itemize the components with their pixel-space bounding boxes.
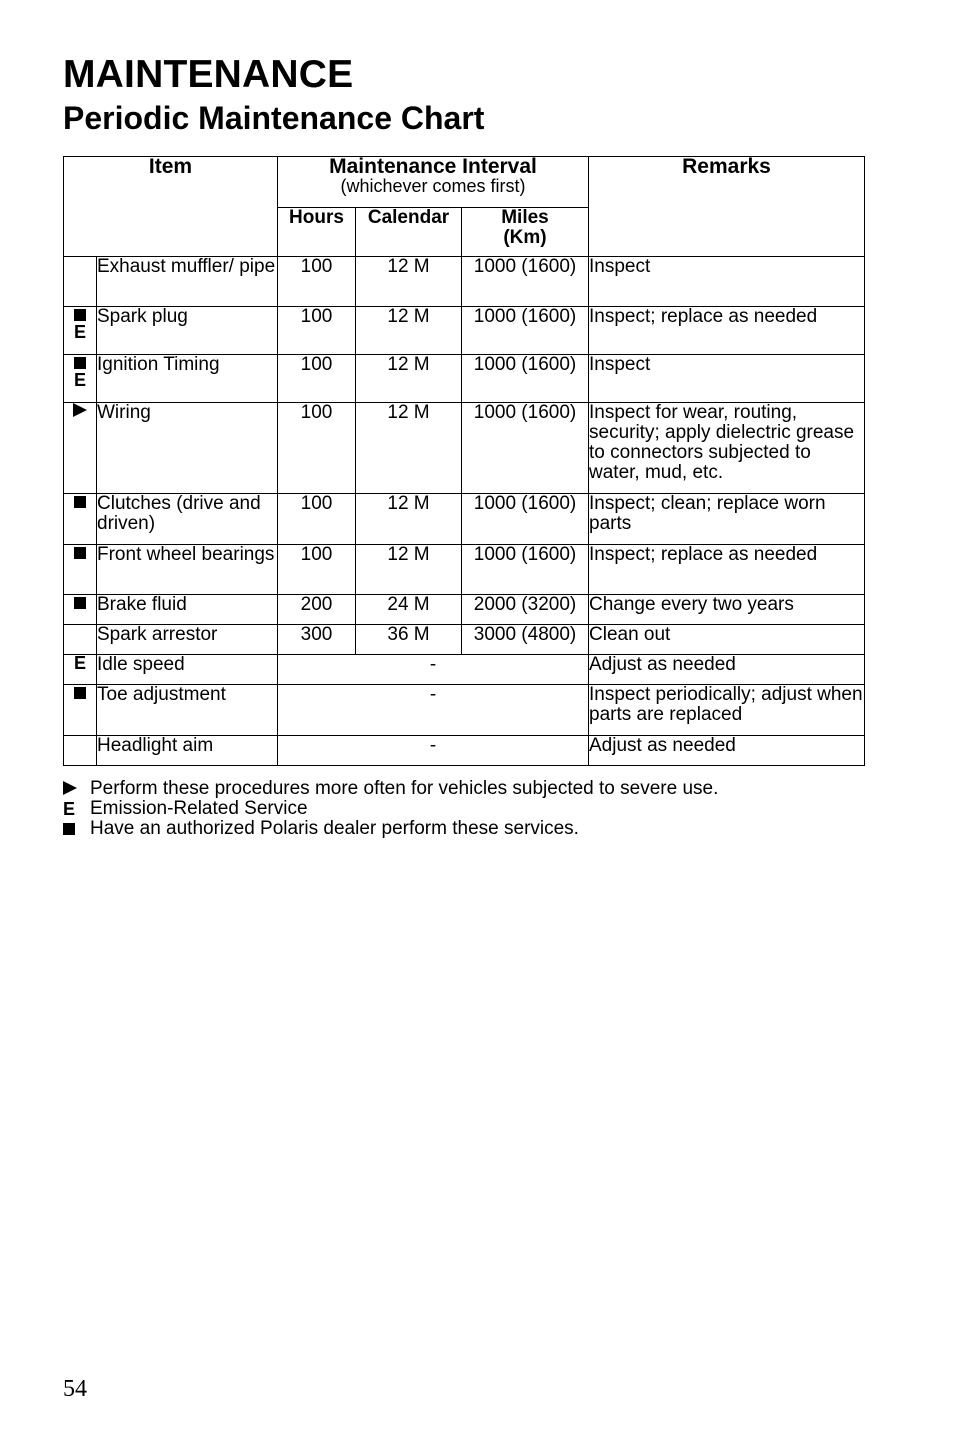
emission-mark: E [73,322,86,342]
row-miles: 3000 (4800) [462,625,589,655]
row-remarks: Inspect; replace as needed [589,545,865,595]
page-number: 54 [63,1376,87,1402]
square-icon [64,685,96,702]
row-calendar: 12 M [356,257,462,307]
square-icon [64,494,96,511]
row-hours: 100 [278,307,356,355]
row-remarks: Adjust as needed [589,736,865,766]
table-row [64,403,865,494]
row-symbols [64,307,97,355]
emission-mark: E [73,653,86,673]
row-symbols [64,685,97,736]
row-hours: 100 [278,257,356,307]
row-item: Clutches (drive and driven) [97,494,278,545]
row-remarks: Inspect [589,257,865,307]
row-symbols [64,655,97,685]
table-row [64,355,865,403]
row-item: Spark arrestor [97,625,278,655]
row-item: Idle speed [97,655,278,685]
row-remarks: Inspect; replace as needed [589,307,865,355]
triangle-icon [64,403,96,420]
row-interval: - [278,736,589,766]
row-miles: 1000 (1600) [462,494,589,545]
maintenance-chart-table [63,156,865,766]
row-remarks: Inspect for wear, routing, security; apply dielectric grease to connectors subjected to water, mud, etc. [589,403,865,494]
row-remarks: Adjust as needed [589,655,865,685]
row-item: Exhaust muffler/ pipe [97,257,278,307]
row-calendar: 12 M [356,494,462,545]
row-remarks: Clean out [589,625,865,655]
table-row [64,625,865,655]
miles-label: Miles [501,207,549,228]
table-row [64,655,865,685]
row-remarks: Inspect periodically; adjust when parts are replaced [589,685,865,736]
row-symbols [64,736,97,766]
row-hours: 100 [278,403,356,494]
emission-mark: E [63,799,76,819]
interval-title: Maintenance Interval [329,155,537,178]
row-hours: 100 [278,355,356,403]
km-label: (Km) [503,227,547,248]
row-miles: 1000 (1600) [462,355,589,403]
row-calendar: 12 M [356,545,462,595]
row-hours: 200 [278,595,356,625]
triangle-icon [63,779,90,799]
row-symbols [64,355,97,403]
row-interval: - [278,685,589,736]
column-header-miles [462,208,589,257]
legend-row-triangle [63,779,718,799]
row-miles: 1000 (1600) [462,257,589,307]
row-calendar: 36 M [356,625,462,655]
row-item: Spark plug [97,307,278,355]
row-item: Ignition Timing [97,355,278,403]
row-item: Headlight aim [97,736,278,766]
table-row [64,307,865,355]
row-symbols [64,545,97,595]
square-icon [64,545,96,562]
row-symbols [64,625,97,655]
row-hours: 100 [278,545,356,595]
table-row [64,494,865,545]
row-calendar: 12 M [356,355,462,403]
row-hours: 300 [278,625,356,655]
row-item: Brake fluid [97,595,278,625]
row-symbols [64,494,97,545]
legend-emission-text: Emission-Related Service [90,798,308,819]
column-header-interval [278,157,589,208]
row-calendar: 24 M [356,595,462,625]
row-item: Front wheel bearings [97,545,278,595]
square-icon [64,595,96,612]
square-icon [63,819,90,839]
row-calendar: 12 M [356,403,462,494]
row-calendar: 12 M [356,307,462,355]
row-symbols [64,403,97,494]
row-remarks: Change every two years [589,595,865,625]
table-row [64,595,865,625]
column-header-hours: Hours [278,208,356,257]
emission-mark: E [73,370,86,390]
row-item: Wiring [97,403,278,494]
table-row [64,685,865,736]
page-subtitle: Periodic Maintenance Chart [63,100,485,136]
row-remarks: Inspect [589,355,865,403]
chart-body [64,257,865,766]
row-miles: 1000 (1600) [462,307,589,355]
row-item: Toe adjustment [97,685,278,736]
interval-note: (whichever comes first) [340,176,526,196]
column-header-calendar: Calendar [356,208,462,257]
column-header-item: Item [64,157,278,257]
legend [63,779,718,839]
page-title: MAINTENANCE [63,53,354,96]
table-row [64,736,865,766]
legend-row-square [63,819,718,839]
legend-row-emission [63,799,718,819]
row-miles: 1000 (1600) [462,545,589,595]
row-symbols [64,595,97,625]
legend-square-text: Have an authorized Polaris dealer perform these services. [90,818,579,839]
row-miles: 1000 (1600) [462,403,589,494]
table-row [64,545,865,595]
row-miles: 2000 (3200) [462,595,589,625]
table-row [64,257,865,307]
row-symbols [64,257,97,307]
row-interval: - [278,655,589,685]
row-hours: 100 [278,494,356,545]
row-remarks: Inspect; clean; replace worn parts [589,494,865,545]
column-header-remarks: Remarks [589,157,865,257]
legend-triangle-text: Perform these procedures more often for vehicles subjected to severe use. [90,778,719,799]
